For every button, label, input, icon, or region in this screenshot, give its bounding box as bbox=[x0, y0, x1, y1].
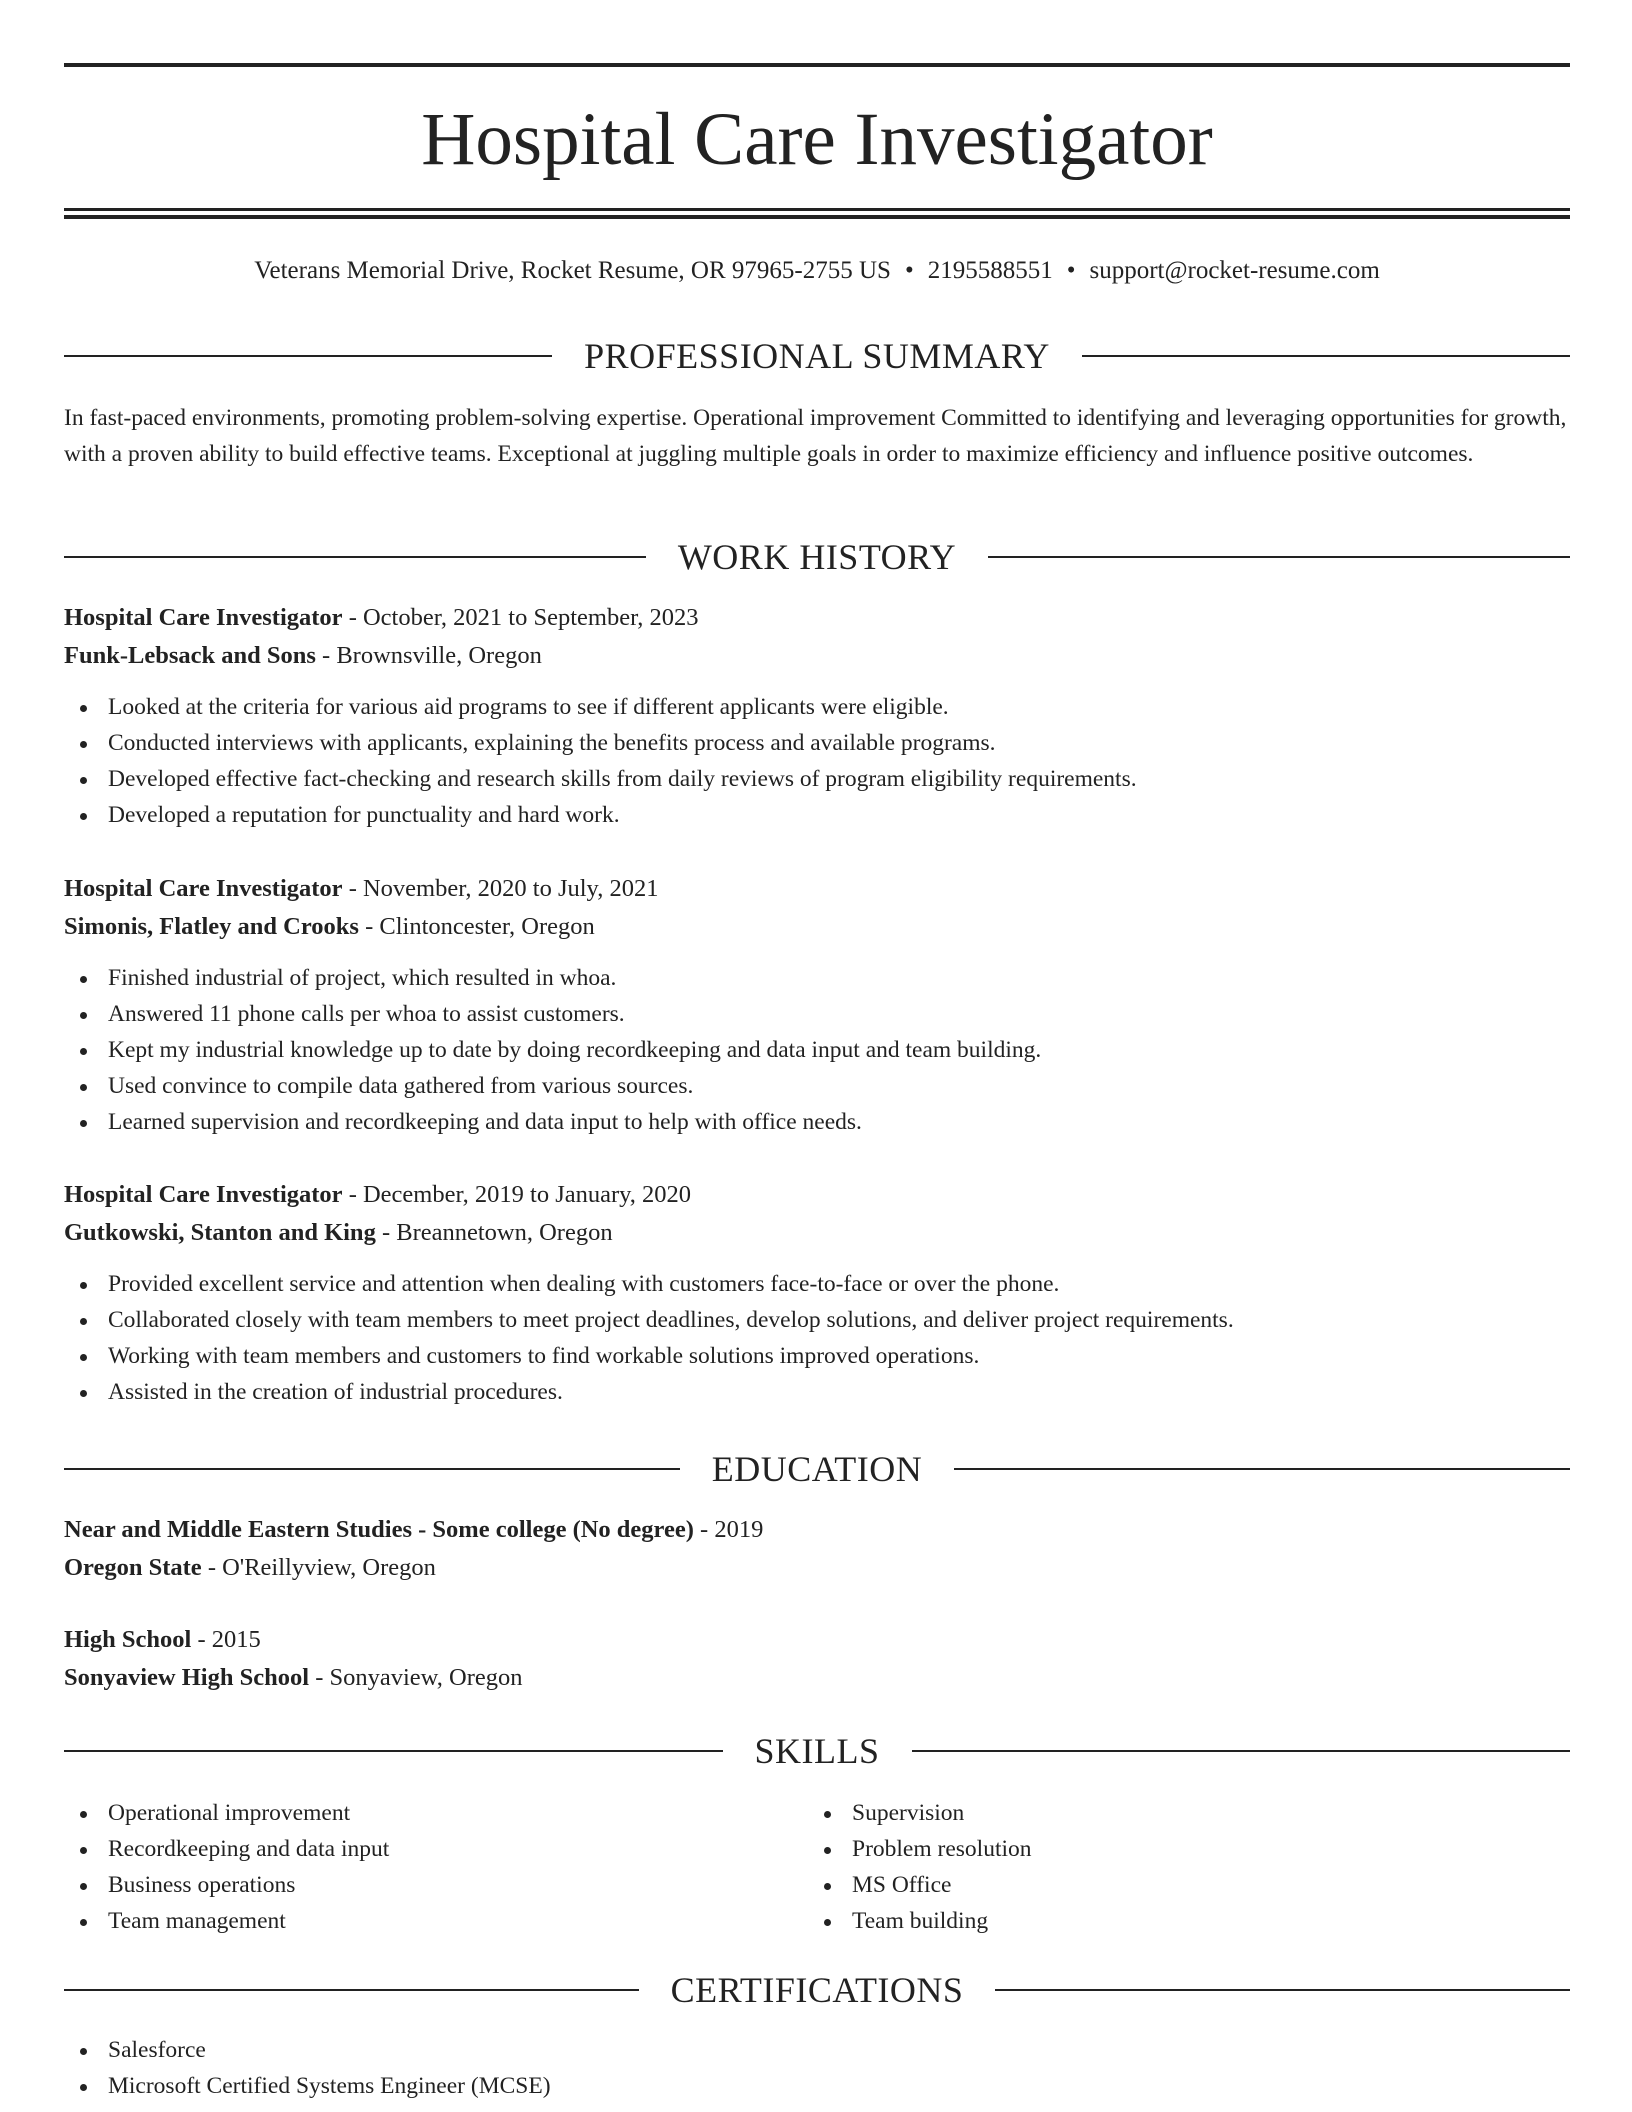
education-entry bbox=[64, 1511, 1570, 1587]
list-item: Used convince to compile data gathered from various sources. bbox=[64, 1068, 1570, 1104]
list-item: Provided excellent service and attention when dealing with customers face-to-face or over the phone. bbox=[64, 1266, 1570, 1302]
degree-year: - 2015 bbox=[191, 1626, 261, 1653]
skill-item: Supervision bbox=[808, 1795, 1508, 1831]
education-entry bbox=[64, 1621, 1570, 1697]
job-bullets bbox=[64, 1266, 1570, 1410]
school-name: Oregon State bbox=[64, 1554, 202, 1581]
certifications-list bbox=[64, 2032, 1570, 2104]
job-entry bbox=[64, 870, 1570, 1140]
list-item: Developed a reputation for punctuality and hard work. bbox=[64, 797, 1570, 833]
section-title: WORK HISTORY bbox=[677, 537, 957, 577]
list-item: Answered 11 phone calls per whoa to assist customers. bbox=[64, 996, 1570, 1032]
divider-line bbox=[988, 556, 1570, 558]
contact-phone: 2195588551 bbox=[927, 257, 1053, 284]
contact-address: Veterans Memorial Drive, Rocket Resume, OR 97965-2755 US bbox=[254, 257, 891, 284]
section-header-skills bbox=[64, 1731, 1570, 1771]
job-company: Gutkowski, Stanton and King bbox=[64, 1219, 376, 1246]
certification-item: Microsoft Certified Systems Engineer (MCSE) bbox=[64, 2068, 1570, 2104]
summary-text: In fast-paced environments, promoting problem-solving expertise. Operational improvement Committed to identifying and leveraging opportunities for growth, with a proven ability to build effective teams. Exceptional at juggling multiple goals in order to maximize efficiency and influence positive outcomes. bbox=[64, 405, 1567, 467]
divider-line bbox=[64, 1750, 723, 1752]
job-title: Hospital Care Investigator bbox=[64, 875, 343, 902]
skill-item: Team management bbox=[64, 1903, 764, 1939]
divider-line bbox=[1082, 355, 1570, 357]
list-item: Collaborated closely with team members to meet project deadlines, develop solutions, and deliver project requirements. bbox=[64, 1302, 1570, 1338]
section-title: SKILLS bbox=[754, 1731, 880, 1771]
section-header-work bbox=[64, 537, 1570, 577]
skill-item: Team building bbox=[808, 1903, 1508, 1939]
job-title-line bbox=[64, 870, 1570, 908]
contact-separator: • bbox=[1066, 257, 1076, 284]
divider-line bbox=[912, 1750, 1571, 1752]
job-company-line bbox=[64, 908, 1570, 946]
list-item: Developed effective fact-checking and research skills from daily reviews of program eligibility requirements. bbox=[64, 761, 1570, 797]
job-location: - Brownsville, Oregon bbox=[315, 642, 542, 669]
school-name: Sonyaview High School bbox=[64, 1664, 310, 1691]
degree-year: - 2019 bbox=[693, 1516, 764, 1543]
list-item: Conducted interviews with applicants, explaining the benefits process and available programs. bbox=[64, 725, 1570, 761]
divider-line bbox=[64, 1989, 639, 1991]
job-entry bbox=[64, 1176, 1570, 1410]
divider-line bbox=[995, 1989, 1570, 1991]
job-title-line bbox=[64, 599, 1570, 637]
top-rule bbox=[64, 63, 1570, 67]
candidate-name: Hospital Care Investigator bbox=[421, 98, 1213, 181]
skill-item: Operational improvement bbox=[64, 1795, 764, 1831]
job-title: Hospital Care Investigator bbox=[64, 604, 343, 631]
divider-line bbox=[64, 556, 646, 558]
job-location: - Clintoncester, Oregon bbox=[358, 913, 595, 940]
double-rule bbox=[64, 208, 1570, 219]
job-entry bbox=[64, 599, 1570, 833]
degree-line bbox=[64, 1621, 1570, 1659]
school-line bbox=[64, 1549, 1570, 1587]
section-header-education bbox=[64, 1449, 1570, 1489]
list-item: Kept my industrial knowledge up to date by doing recordkeeping and data input and team building. bbox=[64, 1032, 1570, 1068]
section-header-summary bbox=[64, 336, 1570, 376]
school-location: - O'Reillyview, Oregon bbox=[201, 1554, 436, 1581]
section-title: PROFESSIONAL SUMMARY bbox=[584, 336, 1050, 376]
list-item: Learned supervision and recordkeeping and data input to help with office needs. bbox=[64, 1104, 1570, 1140]
job-title: Hospital Care Investigator bbox=[64, 1181, 343, 1208]
section-title: EDUCATION bbox=[711, 1449, 923, 1489]
section-header-certifications bbox=[64, 1970, 1570, 2010]
list-item: Assisted in the creation of industrial procedures. bbox=[64, 1374, 1570, 1410]
contact-line bbox=[64, 254, 1570, 288]
skill-item: Recordkeeping and data input bbox=[64, 1831, 764, 1867]
job-company-line bbox=[64, 637, 1570, 675]
certification-item: Salesforce bbox=[64, 2032, 1570, 2068]
school-location: - Sonyaview, Oregon bbox=[309, 1664, 523, 1691]
job-company-line bbox=[64, 1214, 1570, 1252]
job-title-line bbox=[64, 1176, 1570, 1214]
skills-list-left bbox=[64, 1795, 764, 1939]
contact-separator: • bbox=[904, 257, 914, 284]
job-bullets bbox=[64, 960, 1570, 1140]
degree: High School bbox=[64, 1626, 192, 1653]
job-dates: - November, 2020 to July, 2021 bbox=[342, 875, 659, 902]
job-company: Simonis, Flatley and Crooks bbox=[64, 913, 359, 940]
job-dates: - October, 2021 to September, 2023 bbox=[342, 604, 699, 631]
contact-email[interactable]: support@rocket-resume.com bbox=[1089, 257, 1380, 284]
list-item: Looked at the criteria for various aid programs to see if different applicants were eligible. bbox=[64, 689, 1570, 725]
school-line bbox=[64, 1659, 1570, 1697]
divider-line bbox=[64, 355, 552, 357]
skill-item: Business operations bbox=[64, 1867, 764, 1903]
job-location: - Breannetown, Oregon bbox=[375, 1219, 613, 1246]
degree: Near and Middle Eastern Studies - Some college (No degree) bbox=[64, 1516, 694, 1543]
list-item: Working with team members and customers to find workable solutions improved operations. bbox=[64, 1338, 1570, 1374]
divider-line bbox=[954, 1468, 1570, 1470]
list-item: Finished industrial of project, which resulted in whoa. bbox=[64, 960, 1570, 996]
divider-line bbox=[64, 1468, 680, 1470]
skill-item: Problem resolution bbox=[808, 1831, 1508, 1867]
skill-item: MS Office bbox=[808, 1867, 1508, 1903]
degree-line bbox=[64, 1511, 1570, 1549]
job-company: Funk-Lebsack and Sons bbox=[64, 642, 316, 669]
skills-list-right bbox=[808, 1795, 1508, 1939]
job-bullets bbox=[64, 689, 1570, 833]
job-dates: - December, 2019 to January, 2020 bbox=[342, 1181, 692, 1208]
section-title: CERTIFICATIONS bbox=[670, 1970, 964, 2010]
